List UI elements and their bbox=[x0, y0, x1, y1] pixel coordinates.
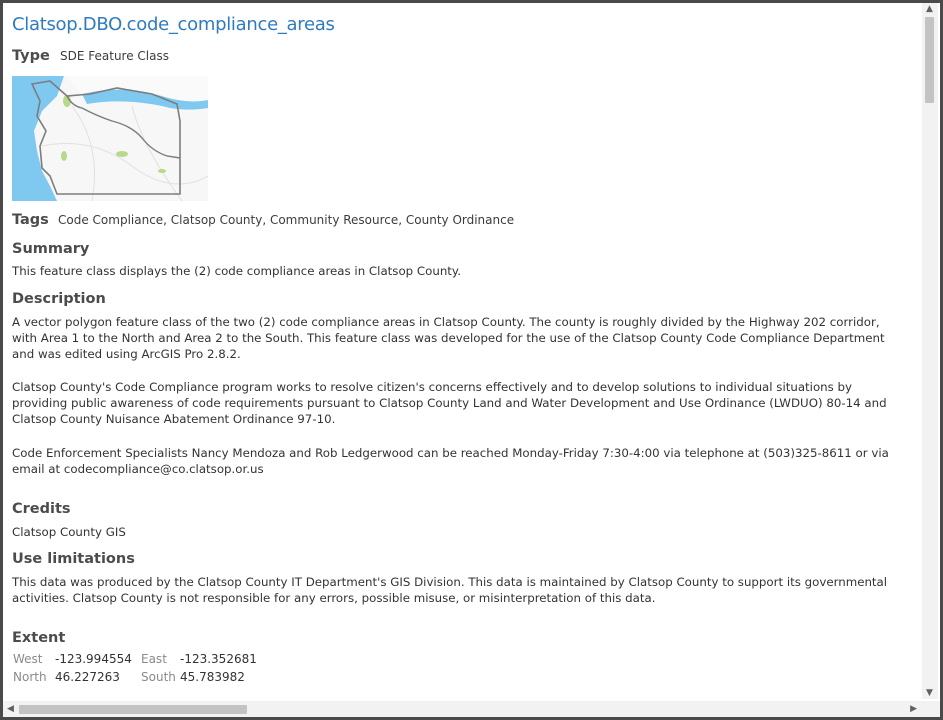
extent-south-value: 45.783982 bbox=[180, 670, 245, 684]
item-title: Clatsop.DBO.code_compliance_areas bbox=[12, 14, 335, 35]
extent-north-label: North bbox=[13, 670, 47, 684]
vertical-scrollbar[interactable] bbox=[922, 3, 938, 699]
credits-text: Clatsop County GIS bbox=[12, 525, 126, 539]
metadata-window bbox=[3, 3, 940, 717]
chevron-up-icon[interactable]: ▲ bbox=[926, 4, 933, 14]
type-label: Type bbox=[12, 48, 50, 64]
horizontal-scroll-thumb[interactable] bbox=[19, 705, 247, 714]
use-limitations-heading: Use limitations bbox=[12, 551, 135, 567]
description-paragraph: Clatsop County's Code Compliance program works to resolve citizen's concerns effectively and to develop solutions to individual situations by providing public awareness of code requirements pursuant to Clatsop County Land and Water Development and Use Ordinance (LWDUO) 80-14 and Clatsop County Nuisance Abatement Ordinance 97-10. bbox=[12, 380, 887, 426]
description-paragraph: A vector polygon feature class of the two (2) code compliance areas in Clatsop County. The county is roughly divided by the Highway 202 corridor, with Area 1 to the North and Area 2 to the South. This feature class was developed for the use of the Clatsop County Code Compliance Department and was edited using ArcGIS Pro 2.8.2. bbox=[12, 315, 885, 361]
metadata-content bbox=[3, 3, 921, 699]
extent-south-label: South bbox=[141, 670, 176, 684]
credits-heading: Credits bbox=[12, 501, 71, 517]
map-thumbnail-svg bbox=[12, 76, 208, 201]
extent-north-value: 46.227263 bbox=[55, 670, 120, 684]
description-paragraph: Code Enforcement Specialists Nancy Mendoza and Rob Ledgerwood can be reached Monday-Friday 7:30-4:00 via telephone at (503)325-8611 or via email at codecompliance@co.clatsop.or.us bbox=[12, 446, 889, 476]
type-value: SDE Feature Class bbox=[60, 49, 169, 63]
tags-value: Code Compliance, Clatsop County, Community Resource, County Ordinance bbox=[58, 213, 515, 227]
extent-east-value: -123.352681 bbox=[180, 652, 257, 666]
horizontal-scrollbar[interactable] bbox=[3, 701, 921, 717]
summary-text: This feature class displays the (2) code compliance areas in Clatsop County. bbox=[12, 264, 461, 278]
map-thumbnail bbox=[12, 76, 208, 201]
vertical-scroll-thumb[interactable] bbox=[925, 17, 934, 103]
extent-west-value: -123.994554 bbox=[55, 652, 132, 666]
description-heading: Description bbox=[12, 291, 106, 307]
extent-west-label: West bbox=[13, 652, 43, 666]
summary-heading: Summary bbox=[12, 241, 90, 257]
extent-heading: Extent bbox=[12, 630, 66, 646]
tags-label: Tags bbox=[12, 212, 49, 228]
extent-east-label: East bbox=[141, 652, 167, 666]
use-limitations-text: This data was produced by the Clatsop County IT Department's GIS Division. This data is maintained by Clatsop County to support its governmental activities. Clatsop County is not responsible for any errors, possible misuse, or misinterpretation of this data. bbox=[12, 575, 888, 605]
chevron-down-icon[interactable]: ▼ bbox=[926, 688, 933, 698]
chevron-left-icon[interactable]: ◀ bbox=[7, 704, 14, 714]
chevron-right-icon[interactable]: ▶ bbox=[910, 704, 917, 714]
scrollbar-corner bbox=[920, 701, 940, 717]
